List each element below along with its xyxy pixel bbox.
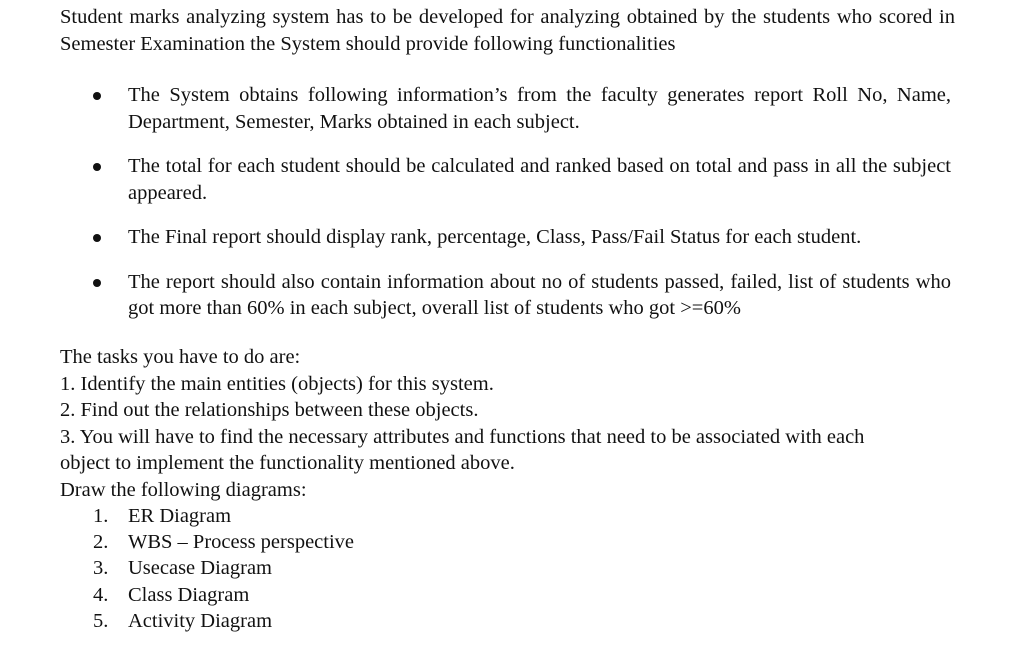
functionality-item [0,269,951,322]
functionality-list [0,82,1023,340]
bullet-icon [93,92,101,100]
functionality-text: The Final report should display rank, percentage, Class, Pass/Fail Status for each student. [128,226,862,248]
diagram-number: 5. [93,609,109,632]
bullet-icon [93,234,101,242]
functionality-item [0,82,951,135]
diagram-item [0,529,354,555]
diagram-number: 1. [93,505,109,527]
diagram-item [0,608,354,634]
intro-paragraph: Student marks analyzing system has to be developed for analyzing obtained by the students who scored in Semester Examination the System should provide following functionalities [60,6,955,55]
diagram-number: 2. [93,531,109,554]
functionality-text: The total for each student should be calculated and ranked based on total and pass in all the subject appeared. [128,155,951,204]
bullet-icon [93,163,101,171]
diagram-label: ER Diagram [128,505,232,527]
task-item: 1. Identify the main entities (objects) for this system. [60,372,494,395]
diagram-label: Usecase Diagram [128,557,273,580]
functionality-text: The System obtains following information’s from the faculty generates report Roll No, Name, Department, Semester, Marks obtained in each subject. [128,84,951,133]
functionality-text: The report should also contain information about no of students passed, failed, list of students who got more than 60% in each subject, overall list of students who got >=60% [128,270,951,319]
diagram-list [0,503,354,634]
diagram-item [0,582,354,608]
tasks-section [60,344,920,503]
tasks-heading: The tasks you have to do are: [60,346,301,368]
diagram-item [0,555,354,581]
diagram-item [0,503,354,529]
task-item: 3. You will have to find the necessary attributes and functions that need to be associated with each object to implement the functionality mentioned above. [60,425,865,474]
functionality-item [0,224,951,251]
bullet-icon [93,279,101,287]
diagram-label: WBS – Process perspective [128,531,355,554]
diagram-number: 4. [93,583,109,606]
functionality-item [0,153,951,206]
diagram-label: Class Diagram [128,583,250,606]
draw-heading: Draw the following diagrams: [60,478,307,501]
task-item: 2. Find out the relationships between these objects. [60,399,479,421]
diagram-number: 3. [93,557,109,580]
diagram-label: Activity Diagram [128,609,273,632]
